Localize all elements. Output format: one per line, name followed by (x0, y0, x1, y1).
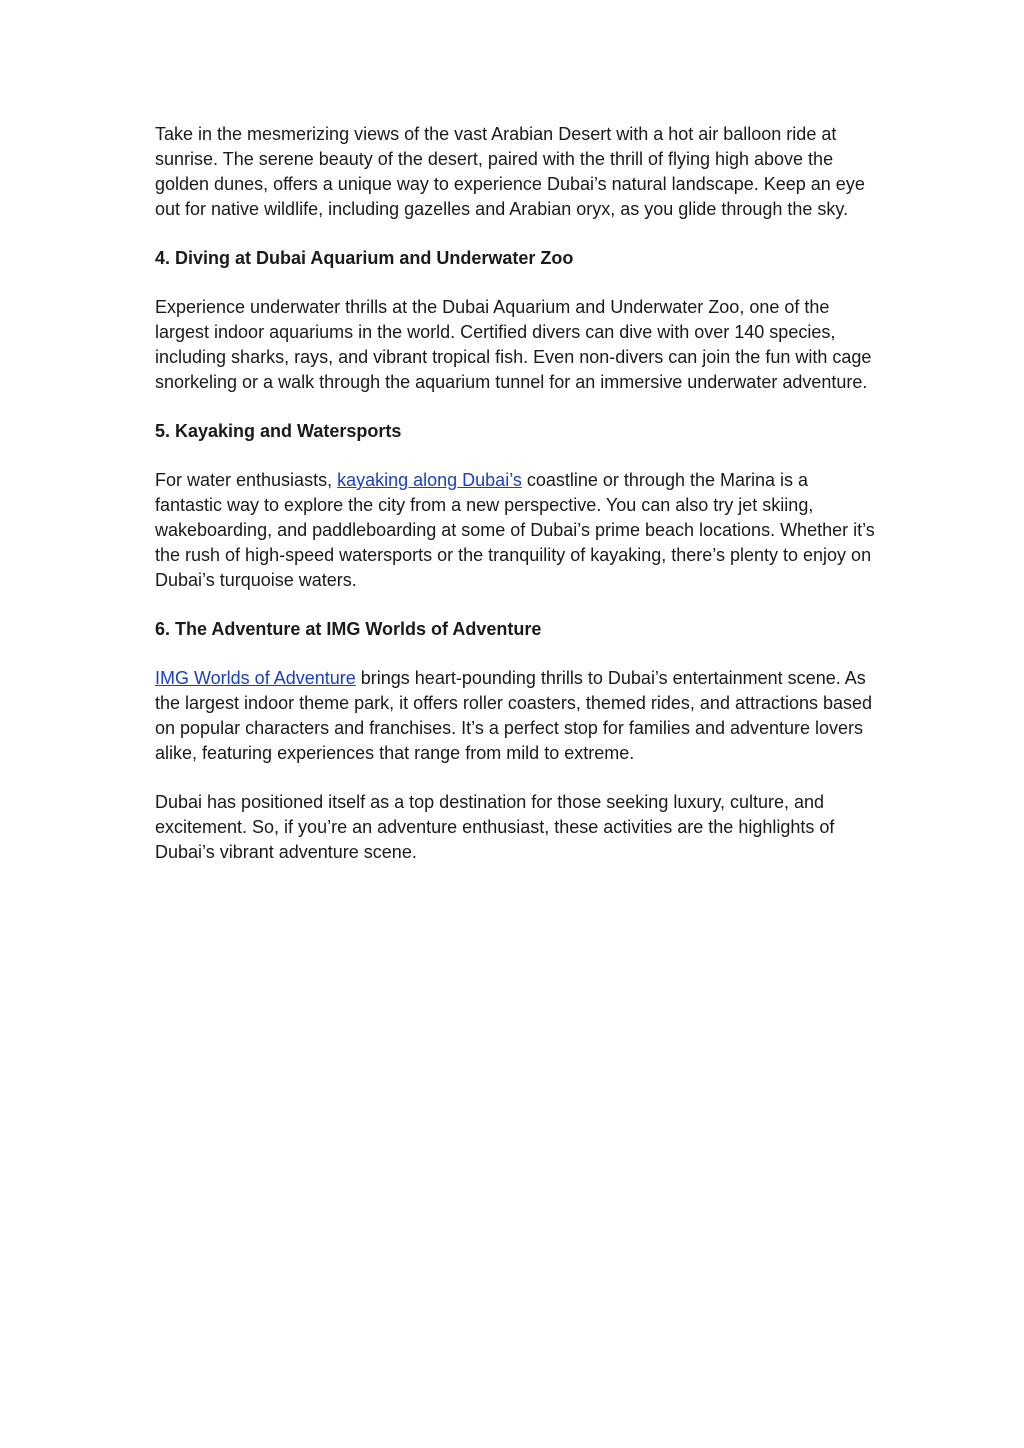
img-worlds-text-after: brings heart-pounding thrills to Dubai’s entertainment scene. As the largest indoor theme park, it offers roller coasters, themed rides, and attractions based on popular characters and franchises. It’s a perfect stop for families and adventure lovers alike, featuring experiences that range from mild to extreme. (155, 668, 873, 763)
heading-img-worlds: 6. The Adventure at IMG Worlds of Adventure (155, 619, 542, 639)
kayaking-text-before: For water enthusiasts, (155, 470, 338, 490)
heading-diving: 4. Diving at Dubai Aquarium and Underwater Zoo (155, 248, 574, 268)
conclusion-paragraph: Dubai has positioned itself as a top destination for those seeking luxury, culture, and excitement. So, if you’re an adventure enthusiast, these activities are the highlights of Dubai’s vibrant adventure scene. (155, 792, 835, 862)
img-worlds-link[interactable]: IMG Worlds of Adventure (155, 668, 356, 688)
img-worlds-paragraph (155, 666, 875, 766)
document-page (155, 122, 875, 889)
intro-paragraph: Take in the mesmerizing views of the vast Arabian Desert with a hot air balloon ride at sunrise. The serene beauty of the desert, paired with the thrill of flying high above the golden dunes, offers a unique way to experience Dubai’s natural landscape. Keep an eye out for native wildlife, including gazelles and Arabian oryx, as you glide through the sky. (155, 124, 865, 219)
diving-paragraph: Experience underwater thrills at the Dubai Aquarium and Underwater Zoo, one of the largest indoor aquariums in the world. Certified divers can dive with over 140 species, including sharks, rays, and vibrant tropical fish. Even non-divers can join the fun with cage snorkeling or a walk through the aquarium tunnel for an immersive underwater adventure. (155, 297, 872, 392)
kayaking-text-after: coastline or through the Marina is a fantastic way to explore the city from a new perspective. You can also try jet skiing, wakeboarding, and paddleboarding at some of Dubai’s prime beach locations. Whether it’s the rush of high-speed watersports or the tranquility of kayaking, there’s plenty to enjoy on Dubai’s turquoise waters. (155, 470, 875, 590)
kayaking-link[interactable]: kayaking along Dubai’s (337, 470, 522, 490)
kayaking-paragraph (155, 468, 875, 593)
heading-kayaking: 5. Kayaking and Watersports (155, 421, 402, 441)
